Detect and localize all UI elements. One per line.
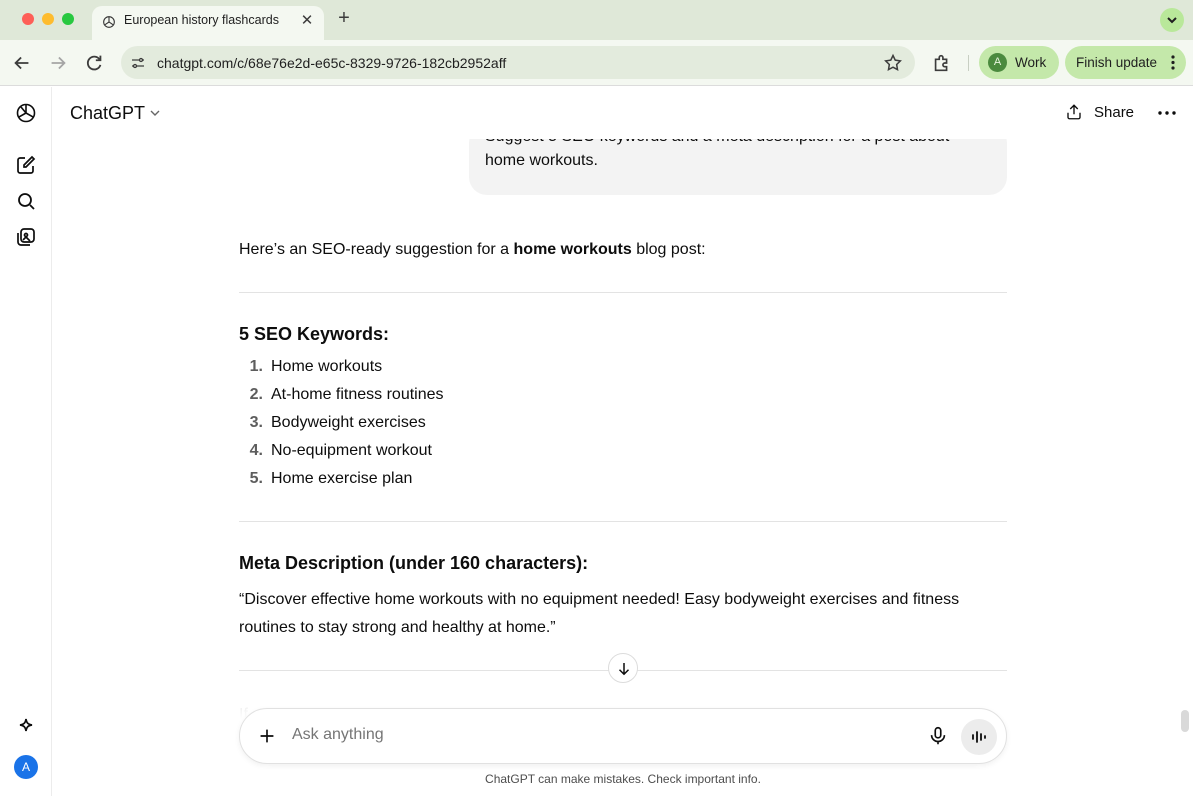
user-avatar[interactable]: A	[14, 755, 38, 779]
profile-button[interactable]	[979, 46, 1059, 79]
intro-bold: home workouts	[513, 241, 632, 258]
plus-icon[interactable]	[256, 725, 278, 747]
keyword-text: Home exercise plan	[271, 470, 413, 487]
keywords-list	[239, 353, 739, 493]
list-item	[239, 409, 739, 437]
library-icon[interactable]	[14, 225, 38, 249]
finish-update-button[interactable]	[1065, 46, 1186, 79]
share-label: Share	[1094, 104, 1135, 121]
profile-label: Work	[1015, 55, 1047, 70]
new-tab-button[interactable]: +	[338, 7, 350, 29]
finish-update-label: Finish update	[1076, 55, 1158, 70]
chat-header	[53, 87, 1193, 139]
close-window-button[interactable]	[22, 13, 34, 25]
list-number: 3.	[249, 414, 263, 431]
tab-title: European history flashcards	[124, 13, 279, 27]
scroll-to-bottom-button[interactable]	[608, 653, 638, 683]
composer-area	[53, 700, 1193, 796]
prompt-input[interactable]	[292, 726, 892, 744]
conversation-area[interactable]	[53, 139, 1193, 796]
extensions-puzzle-icon[interactable]	[931, 52, 953, 74]
keyword-text: Home workouts	[271, 358, 383, 375]
keyword-text: Bodyweight exercises	[271, 414, 426, 431]
keyword-text: At-home fitness routines	[271, 386, 444, 403]
list-item	[239, 353, 739, 381]
address-bar[interactable]	[121, 46, 915, 79]
openai-logo-icon[interactable]	[14, 101, 38, 125]
browser-tab-strip	[0, 0, 1193, 40]
arrow-down-icon	[615, 660, 633, 678]
maximize-window-button[interactable]	[62, 13, 74, 25]
browser-toolbar	[0, 40, 1193, 86]
list-number: 5.	[249, 470, 263, 487]
toolbar-divider	[968, 55, 969, 71]
more-options-icon[interactable]	[1155, 101, 1179, 125]
share-icon	[1065, 103, 1083, 121]
disclaimer-text: ChatGPT can make mistakes. Check important info.	[485, 772, 761, 786]
list-number: 4.	[249, 442, 263, 459]
assistant-intro	[239, 236, 1007, 264]
user-message-text: home workouts.	[485, 152, 598, 169]
voice-waveform-icon	[970, 728, 988, 746]
keywords-heading: 5 SEO Keywords:	[239, 324, 390, 344]
sparkle-icon[interactable]	[14, 715, 38, 739]
list-number: 1.	[249, 358, 263, 375]
model-selector[interactable]: ChatGPT	[70, 103, 146, 123]
chatgpt-logo-icon	[101, 14, 117, 30]
site-settings-icon[interactable]	[129, 54, 147, 72]
list-item	[239, 465, 739, 493]
minimize-window-button[interactable]	[42, 13, 54, 25]
intro-text: Here’s an SEO-ready suggestion for a	[239, 241, 514, 258]
new-chat-icon[interactable]	[14, 153, 38, 177]
tab-close-icon[interactable]: ✕	[300, 12, 314, 29]
list-item	[239, 437, 739, 465]
tab-search-button[interactable]	[1160, 8, 1184, 32]
composer[interactable]	[239, 708, 1007, 764]
search-icon[interactable]	[14, 189, 38, 213]
reload-icon[interactable]	[83, 52, 105, 74]
voice-mode-button[interactable]	[961, 719, 997, 755]
meta-description-text: “Discover effective home workouts with no equipment needed! Easy bodyweight exercises and fitness routines to stay strong and healthy at home.”	[239, 591, 960, 636]
divider	[239, 292, 1007, 293]
chevron-down-icon[interactable]	[149, 107, 161, 119]
list-number: 2.	[249, 386, 263, 403]
microphone-icon[interactable]	[927, 725, 949, 747]
profile-avatar: A	[988, 53, 1007, 72]
back-arrow-icon[interactable]	[11, 52, 33, 74]
divider	[239, 521, 1007, 522]
kebab-menu-icon	[1170, 54, 1176, 71]
list-item	[239, 381, 739, 409]
scrollbar[interactable]	[1181, 710, 1189, 732]
intro-text-end: blog post:	[631, 241, 706, 258]
url-text: chatgpt.com/c/68e76e2d-e65c-8329-9726-182cb2952aff	[157, 55, 507, 71]
app-sidebar	[0, 87, 52, 796]
bookmark-star-icon[interactable]	[883, 53, 903, 73]
browser-tab-active[interactable]	[92, 6, 324, 40]
keyword-text: No-equipment workout	[271, 442, 432, 459]
forward-arrow-icon[interactable]	[47, 52, 69, 74]
chevron-down-icon	[1160, 8, 1184, 32]
meta-description-heading: Meta Description (under 160 characters):	[239, 553, 589, 573]
